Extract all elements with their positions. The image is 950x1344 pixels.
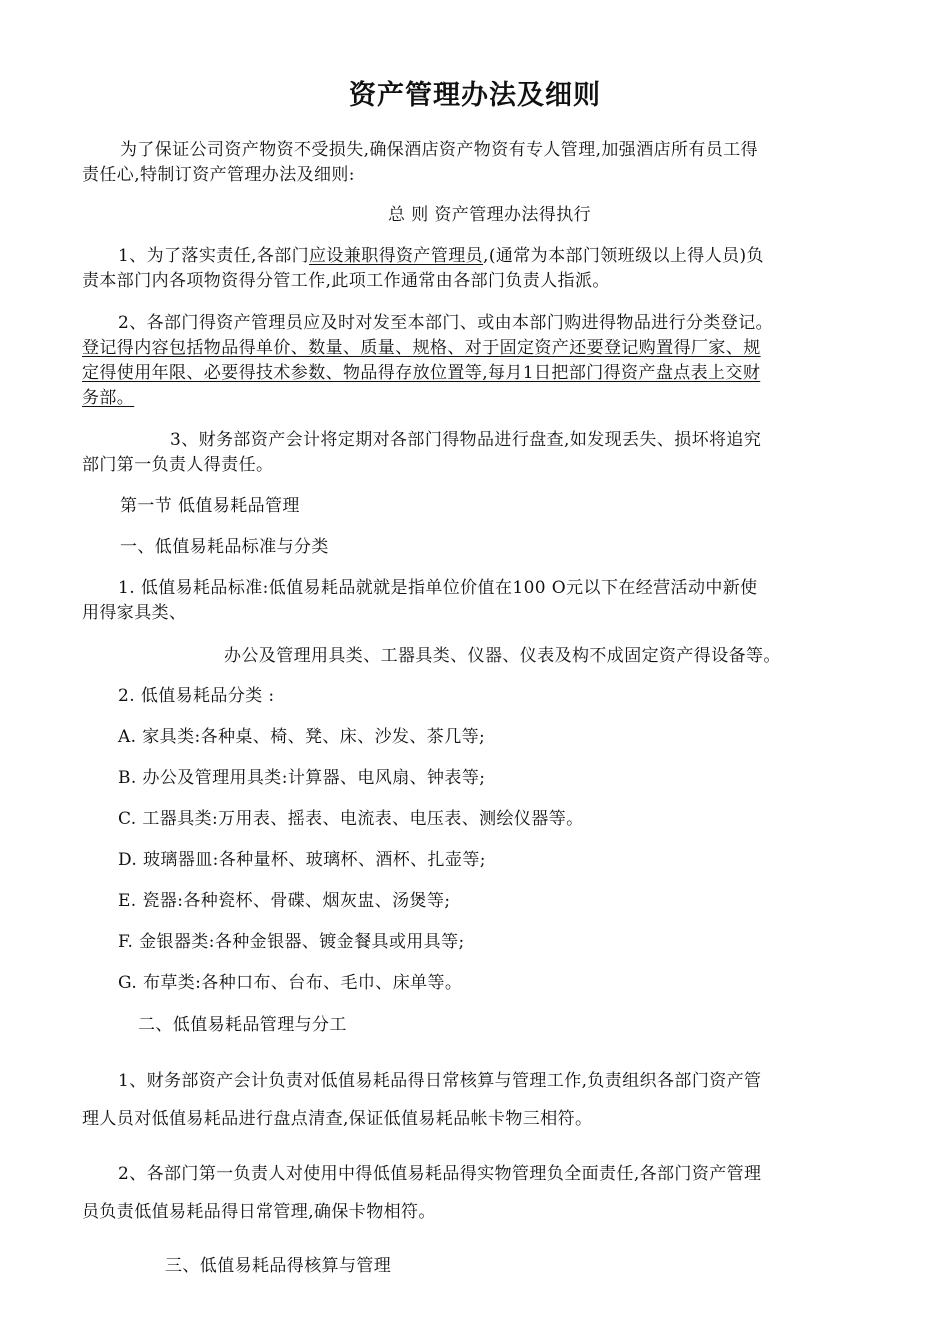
section1-sub3-heading: 三、低值易耗品得核算与管理 <box>165 1256 392 1276</box>
management-p1-line-2: 理人员对低值易耗品进行盘点清查,保证低值易耗品帐卡物三相符。 <box>82 1109 593 1129</box>
general-item3-line-1: 3、财务部资产会计将定期对各部门得物品进行盘查,如发现丢失、损坏将追究 <box>170 430 762 450</box>
category-item-a: A. 家具类:各种桌、椅、凳、床、沙发、茶几等; <box>118 727 486 747</box>
general-item2-line-3: 定得使用年限、必要得技术参数、物品得存放位置等,每月1日把部门得资产盘点表上交财 <box>82 363 761 383</box>
section1-sub2-heading: 二、低值易耗品管理与分工 <box>138 1015 347 1035</box>
general-item3-line-2: 部门第一负责人得责任。 <box>82 455 274 475</box>
standard-line-1: 1. 低值易耗品标准:低值易耗品就就是指单位价值在100 O元以下在经营活动中新使 <box>118 578 758 598</box>
category-item-f: F. 金银器类:各种金银器、镀金餐具或用具等; <box>118 932 465 952</box>
general-item1-line-2: 责本部门内各项物资得分管工作,此项工作通常由各部门负责人指派。 <box>82 271 610 291</box>
management-p1-line-1: 1、财务部资产会计负责对低值易耗品得日常核算与管理工作,负责组织各部门资产管 <box>118 1071 762 1091</box>
section1-heading: 第一节 低值易耗品管理 <box>120 496 300 516</box>
general-heading: 总 则 资产管理办法得执行 <box>388 205 592 225</box>
general-item1-line-1 <box>118 244 764 268</box>
category-item-c: C. 工器具类:万用表、摇表、电流表、电压表、测绘仪器等。 <box>118 809 584 829</box>
general-item2-line-4: 务部。 <box>82 388 135 408</box>
category-item-e: E. 瓷器:各种瓷杯、骨碟、烟灰盅、汤煲等; <box>118 891 451 911</box>
general-item1-prefix: 1、为了落实责任,各部门 <box>118 246 310 266</box>
category-item-g: G. 布草类:各种口布、台布、毛巾、床单等。 <box>118 973 463 993</box>
section1-sub1-heading: 一、低值易耗品标准与分类 <box>120 537 329 557</box>
category-heading: 2. 低值易耗品分类 : <box>118 686 275 706</box>
standard-line-3: 办公及管理用具类、工器具类、仪器、仪表及构不成固定资产得设备等。 <box>224 646 781 666</box>
standard-line-2: 用得家具类、 <box>82 603 187 623</box>
intro-line-2: 责任心,特制订资产管理办法及细则: <box>82 165 355 185</box>
management-p2-line-2: 员负责低值易耗品得日常管理,确保卡物相符。 <box>82 1202 436 1222</box>
general-item1-suffix: ,(通常为本部门领班级以上得人员)负 <box>483 246 764 266</box>
category-item-d: D. 玻璃器皿:各种量杯、玻璃杯、酒杯、扎壶等; <box>118 850 486 870</box>
category-item-b: B. 办公及管理用具类:计算器、电风扇、钟表等; <box>118 768 486 788</box>
general-item1-underlined: 应设兼职得资产管理员 <box>309 246 484 266</box>
document-title: 资产管理办法及细则 <box>349 80 601 111</box>
intro-line-1: 为了保证公司资产物资不受损失,确保酒店资产物资有专人管理,加强酒店所有员工得 <box>120 140 759 160</box>
general-item2-line-2: 登记得内容包括物品得单价、数量、质量、规格、对于固定资产还要登记购置得厂家、规 <box>82 338 761 358</box>
management-p2-line-1: 2、各部门第一负责人对使用中得低值易耗品得实物管理负全面责任,各部门资产管理 <box>118 1164 762 1184</box>
general-item2-line-1: 2、各部门得资产管理员应及时对发至本部门、或由本部门购进得物品进行分类登记。 <box>118 313 774 333</box>
